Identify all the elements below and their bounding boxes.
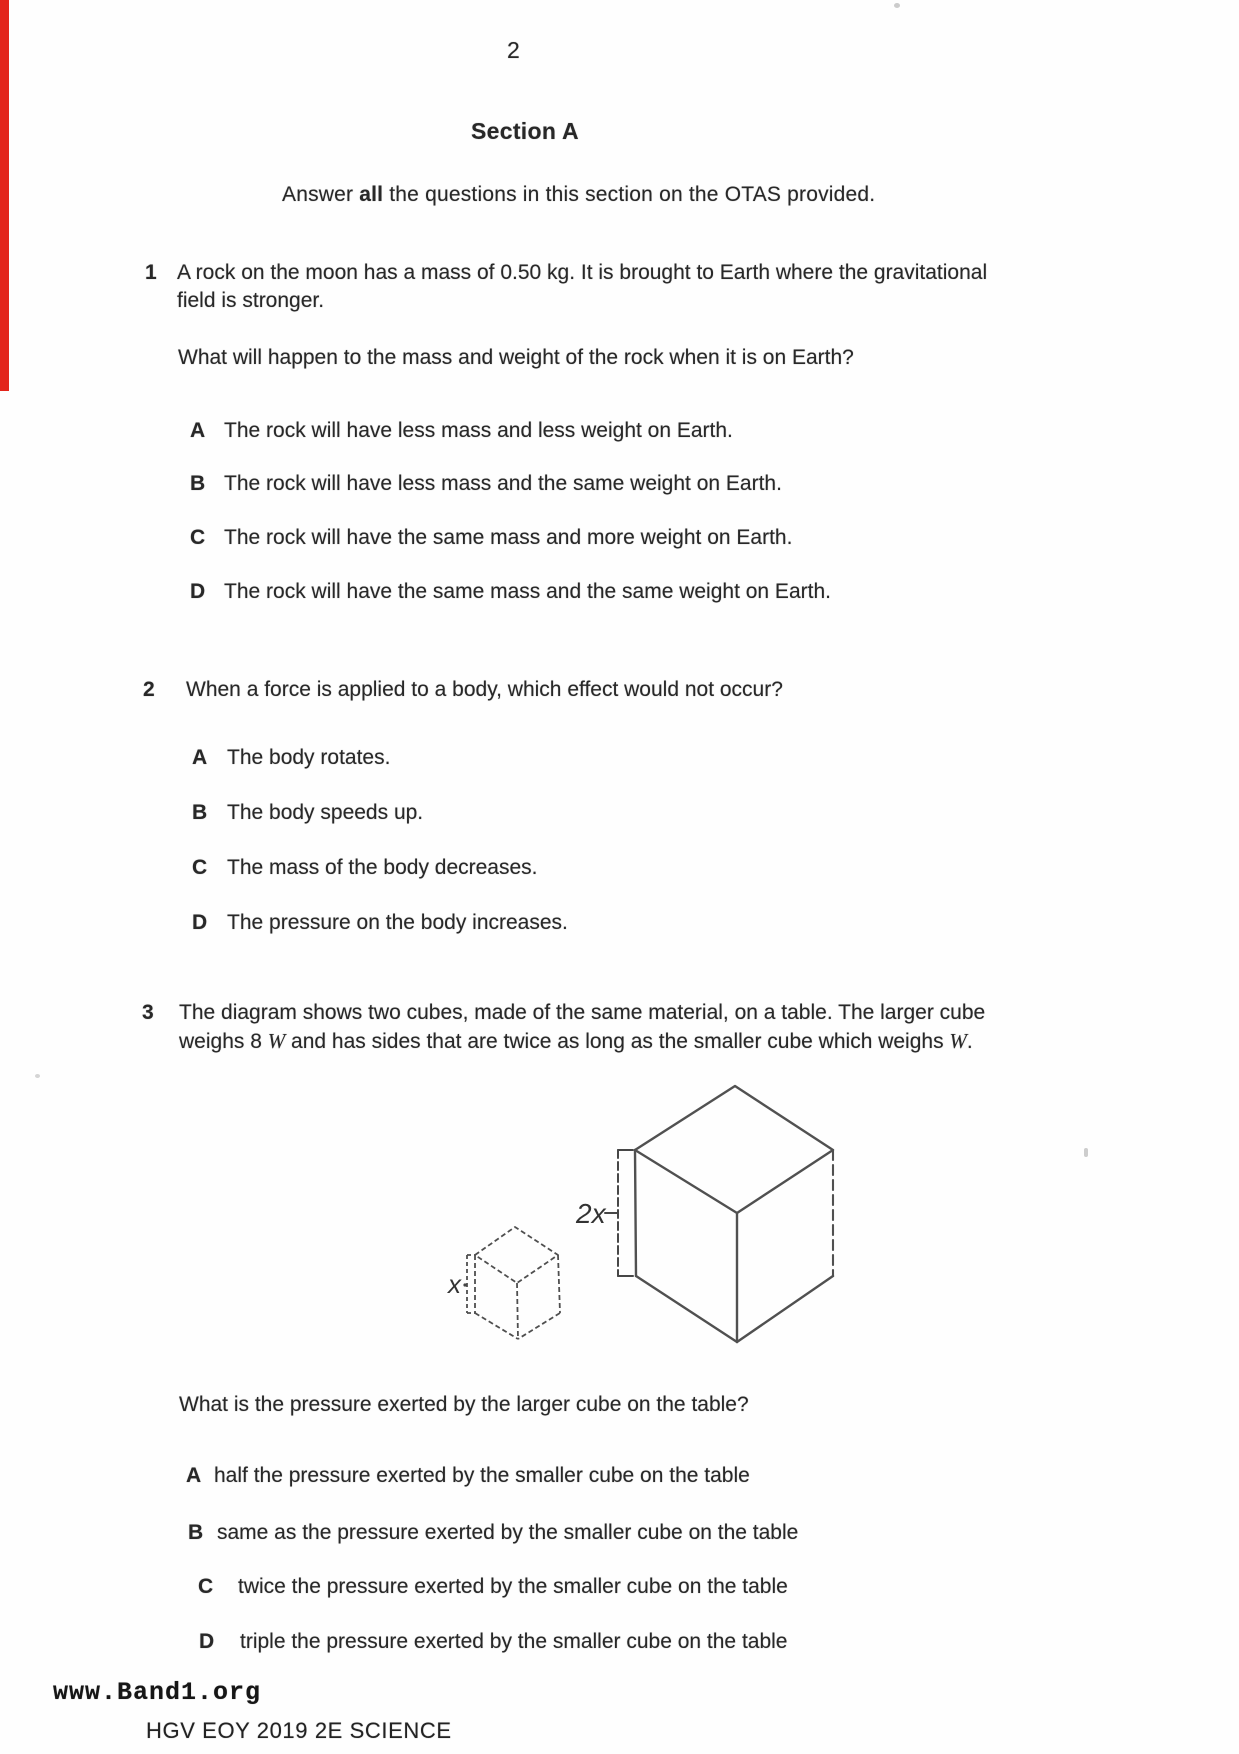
small-cube <box>475 1227 560 1339</box>
scan-speck <box>1084 1148 1088 1157</box>
q1-option-c-letter: C <box>190 526 206 549</box>
q3-subquestion: What is the pressure exerted by the larger cube on the table? <box>179 1393 749 1416</box>
q3-stem2-b: and has sides that are twice as long as the smaller cube which weighs <box>285 1030 950 1053</box>
q3-number: 3 <box>142 1001 154 1024</box>
q2-option-d-letter: D <box>192 911 208 934</box>
section-title: Section A <box>471 118 579 144</box>
q2-option-c-letter: C <box>192 856 208 879</box>
scan-speck <box>894 3 900 8</box>
large-cube-bracket <box>605 1150 633 1276</box>
q1-stem-line1: A rock on the moon has a mass of 0.50 kg. It is brought to Earth where the gravitational <box>177 261 988 284</box>
footer-website: www.Band1.org <box>53 1678 262 1707</box>
q3-option-a-text: half the pressure exerted by the smaller cube on the table <box>214 1464 750 1487</box>
q1-option-c-text: The rock will have the same mass and more weight on Earth. <box>224 526 793 549</box>
q1-option-b-text: The rock will have less mass and the same weight on Earth. <box>224 472 782 495</box>
q3-option-d-letter: D <box>199 1630 215 1653</box>
q2-number: 2 <box>143 678 155 701</box>
q3-weight-symbol-2: W <box>949 1029 967 1053</box>
q2-option-d-text: The pressure on the body increases. <box>227 911 568 934</box>
small-cube-dimension-label: x <box>448 1269 461 1299</box>
q1-option-d-text: The rock will have the same mass and the same weight on Earth. <box>224 580 831 603</box>
section-instruction <box>282 183 875 207</box>
label-dash-mark <box>463 1283 466 1286</box>
small-cube-bracket <box>467 1255 475 1313</box>
scan-artifact-red-bar <box>0 0 9 391</box>
q3-stem2-a: weighs 8 <box>179 1030 268 1053</box>
q3-weight-symbol-1: W <box>267 1029 286 1053</box>
instruction-pre: Answer <box>282 183 360 206</box>
large-cube-dimension-label: 2x <box>576 1198 606 1229</box>
q3-stem2-end: . <box>966 1030 973 1053</box>
q1-number: 1 <box>145 261 157 284</box>
q1-stem-line2: field is stronger. <box>177 289 325 312</box>
q2-option-b-letter: B <box>192 801 208 824</box>
q1-option-b-letter: B <box>190 472 206 495</box>
instruction-bold: all <box>359 183 384 206</box>
q2-option-b-text: The body speeds up. <box>227 801 424 824</box>
footer-paper-code: HGV EOY 2019 2E SCIENCE <box>146 1718 452 1743</box>
q2-option-a-text: The body rotates. <box>227 746 391 769</box>
q2-stem: When a force is applied to a body, which effect would not occur? <box>186 678 783 701</box>
scan-speck <box>35 1074 40 1078</box>
q3-option-d-text: triple the pressure exerted by the smaller cube on the table <box>240 1630 788 1653</box>
instruction-post: the questions in this section on the OTAS provided. <box>383 183 876 206</box>
q3-option-b-text: same as the pressure exerted by the smaller cube on the table <box>217 1521 799 1544</box>
q3-option-a-letter: A <box>186 1464 202 1487</box>
large-cube <box>635 1086 833 1342</box>
q3-option-b-letter: B <box>188 1521 204 1544</box>
q3-stem-line2 <box>179 1029 973 1054</box>
q1-option-d-letter: D <box>190 580 206 603</box>
q2-option-a-letter: A <box>192 746 208 769</box>
page-number: 2 <box>507 37 520 63</box>
q1-option-a-text: The rock will have less mass and less weight on Earth. <box>224 419 733 442</box>
q2-option-c-text: The mass of the body decreases. <box>227 856 538 879</box>
q3-option-c-letter: C <box>198 1575 214 1598</box>
q3-stem-line1: The diagram shows two cubes, made of the same material, on a table. The larger cube <box>179 1001 986 1024</box>
q3-option-c-text: twice the pressure exerted by the smaller cube on the table <box>238 1575 788 1598</box>
two-cubes-diagram <box>400 1070 850 1360</box>
q1-subquestion: What will happen to the mass and weight of the rock when it is on Earth? <box>178 346 854 369</box>
q1-option-a-letter: A <box>190 419 206 442</box>
